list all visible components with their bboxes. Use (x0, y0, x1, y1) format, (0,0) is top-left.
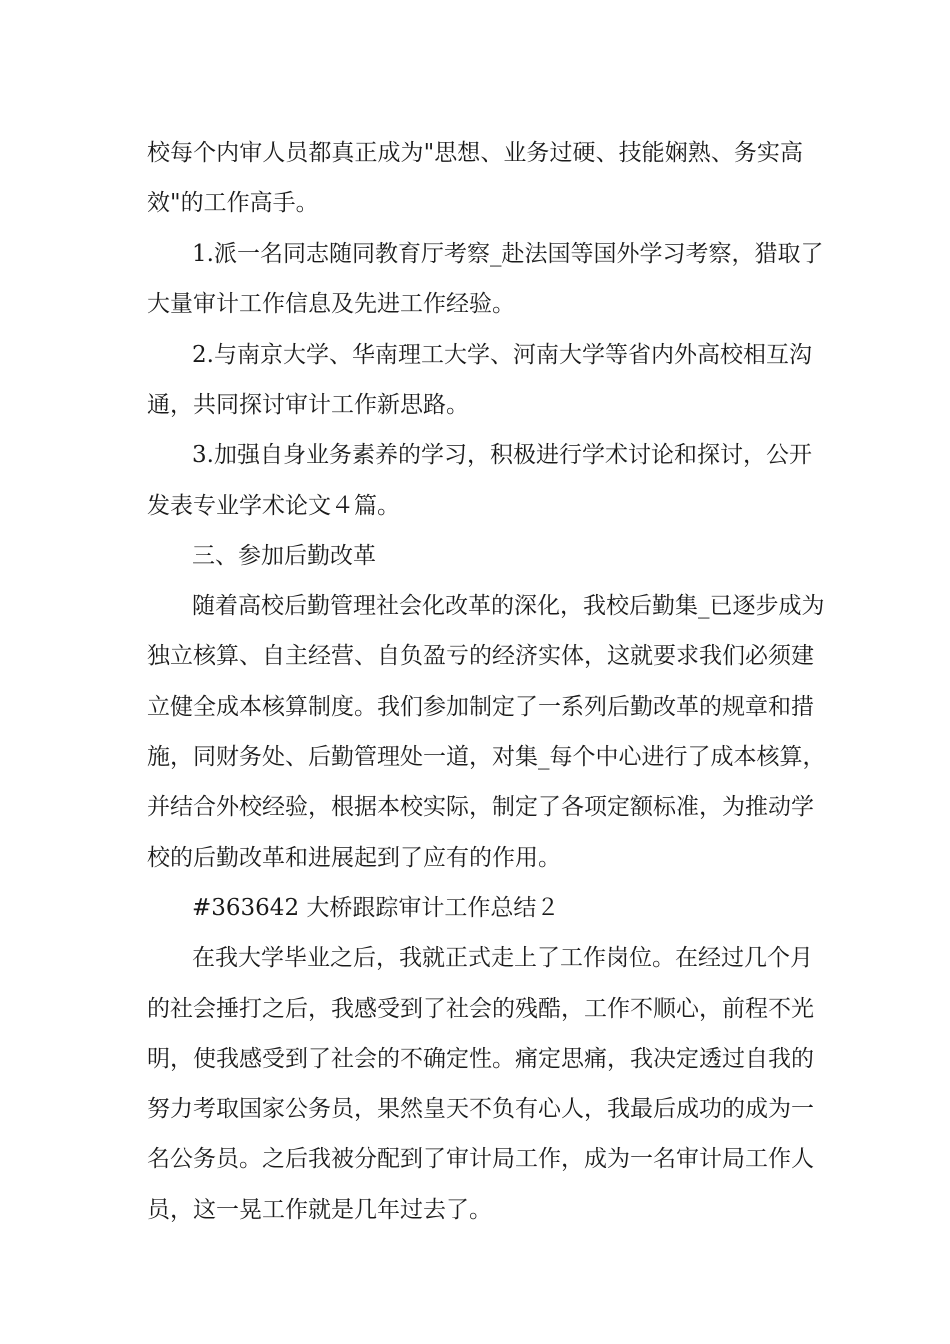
section-heading: 三、参加后勤改革 (192, 543, 376, 569)
paragraph-line: 通，共同探讨审计工作新思路。 (147, 392, 469, 418)
paragraph-line: 施，同财务处、后勤管理处一道，对集_每个中心进行了成本核算， (147, 744, 826, 770)
paragraph-line: 校的后勤改革和进展起到了应有的作用。 (147, 845, 561, 871)
paragraph-line: 的社会捶打之后，我感受到了社会的残酷，工作不顺心，前程不光 (147, 996, 814, 1022)
paragraph-line: 员，这一晃工作就是几年过去了。 (147, 1197, 492, 1223)
article-title: #363642 大桥跟踪审计工作总结２ (192, 895, 560, 921)
paragraph-line: 大量审计工作信息及先进工作经验。 (147, 291, 515, 317)
paragraph-line: 效"的工作高手。 (147, 190, 319, 216)
list-item-1: 1.派一名同志随同教育厅考察_赴法国等国外学习考察，猎取了 (192, 241, 824, 267)
paragraph-line: 发表专业学术论文４篇。 (147, 493, 400, 519)
paragraph-line: 在我大学毕业之后，我就正式走上了工作岗位。在经过几个月 (192, 945, 813, 971)
paragraph-line: 随着高校后勤管理社会化改革的深化，我校后勤集_已逐步成为 (192, 593, 825, 619)
paragraph-line: 校每个内审人员都真正成为"思想、业务过硬、技能娴熟、务实高 (147, 140, 803, 166)
paragraph-line: 努力考取国家公务员，果然皇天不负有心人，我最后成功的成为一 (147, 1096, 814, 1122)
paragraph-line: 立健全成本核算制度。我们参加制定了一系列后勤改革的规章和措 (147, 694, 814, 720)
paragraph-line: 明，使我感受到了社会的不确定性。痛定思痛，我决定透过自我的 (147, 1046, 814, 1072)
list-item-3: 3.加强自身业务素养的学习，积极进行学术讨论和探讨，公开 (192, 442, 812, 468)
list-item-2: 2.与南京大学、华南理工大学、河南大学等省内外高校相互沟 (192, 342, 812, 368)
paragraph-line: 独立核算、自主经营、自负盈亏的经济实体，这就要求我们必须建 (147, 643, 814, 669)
paragraph-line: 并结合外校经验，根据本校实际，制定了各项定额标准，为推动学 (147, 794, 814, 820)
paragraph-line: 名公务员。之后我被分配到了审计局工作，成为一名审计局工作人 (147, 1146, 814, 1172)
